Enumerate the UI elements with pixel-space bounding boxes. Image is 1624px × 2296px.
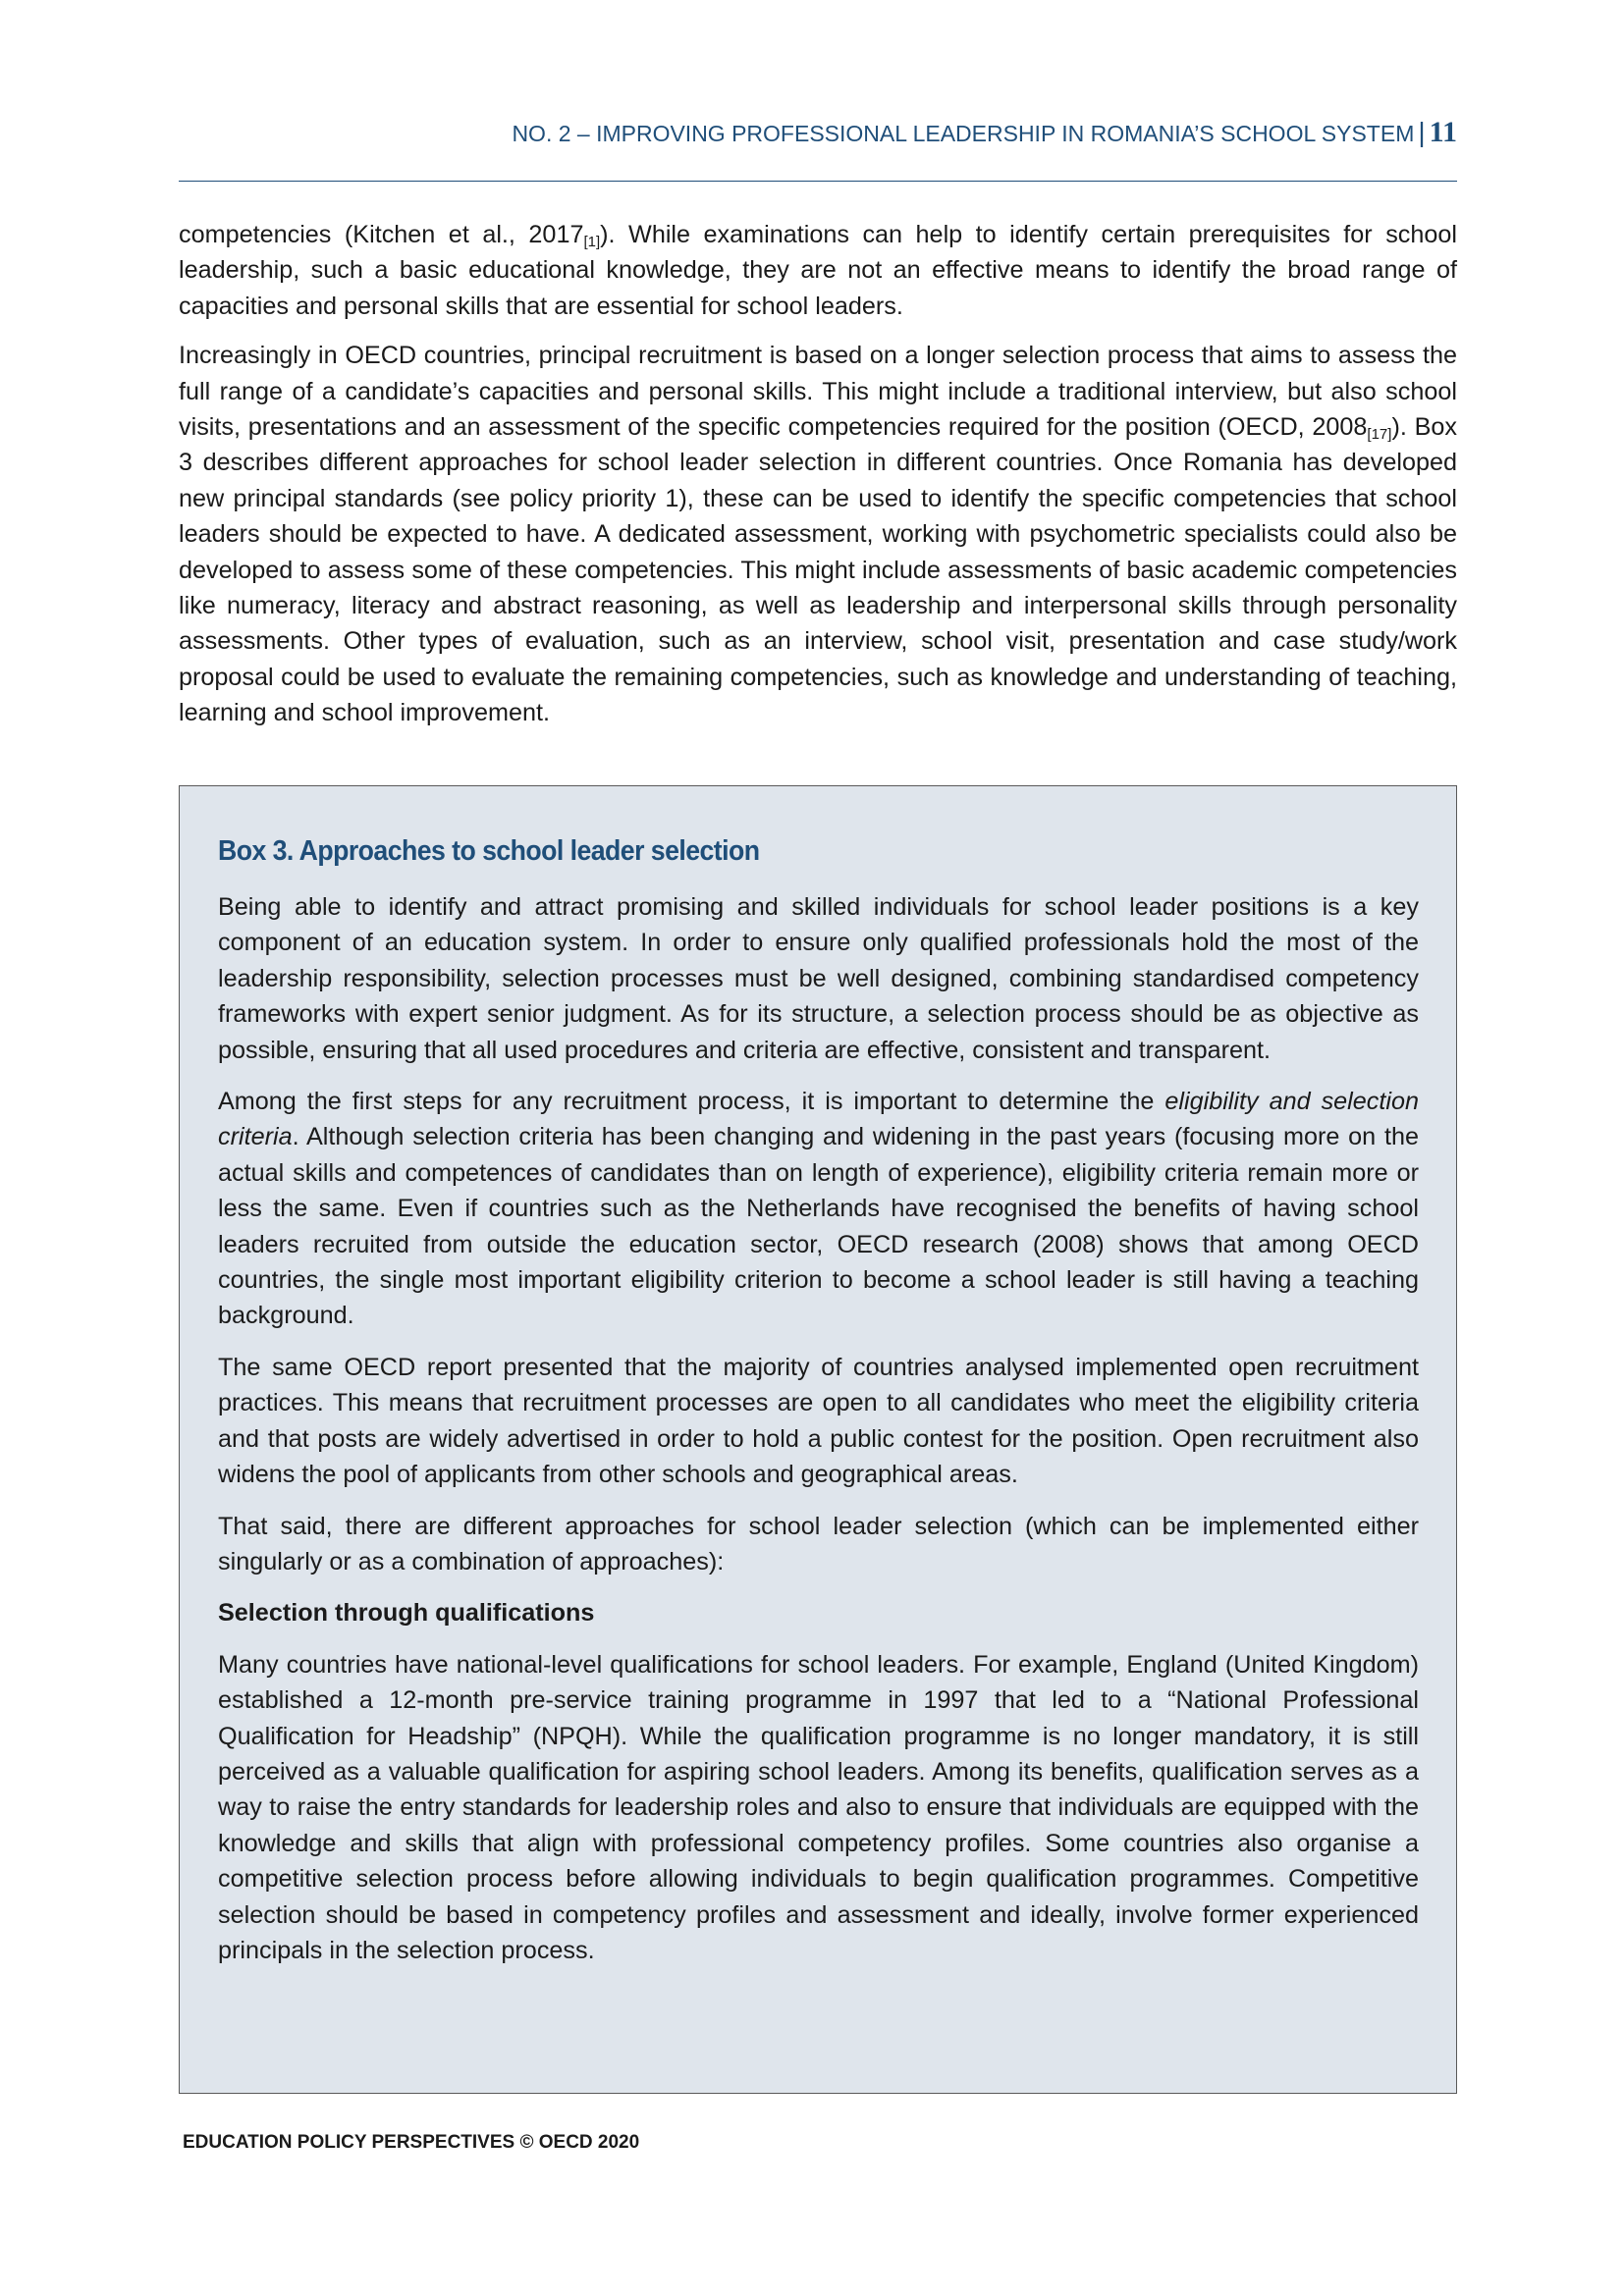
page-number: 11: [1429, 116, 1457, 148]
box-paragraph-4: That said, there are different approaches for school leader selection (which can be implemented either singularly or as a combination of approaches):: [218, 1512, 1419, 1575]
body-paragraph-2: Increasingly in OECD countries, principal recruitment is based on a longer selection process that aims to assess the full range of a candidate’s capacities and personal skills. This might include a traditional interview, but also school visits, presentations and an assessment of the specific competencies required for the position (OECD, $2008_{[17]}$). Box 3 describes different approaches for school leader selection in different countries. Once Romania has developed new principal standards (see policy priority 1), these can be used to identify the specific competencies that school leaders should be expected to have. A dedicated assessment, working with psychometric specialists could also be developed to assess some of these competencies. This might include assessments of basic academic competencies like numeracy, literacy and abstract reasoning, as well as leadership and interpersonal skills through personality assessments. Other types of evaluation, such as an interview, school visit, presentation and case study/work proposal could be used to evaluate the remaining competencies, such as knowledge and understanding of teaching, learning and school improvement.: [179, 342, 1457, 727]
citation-ref: [17]: [1367, 426, 1392, 444]
citation-ref: [1]: [583, 234, 601, 250]
header-separator: |: [1418, 117, 1426, 147]
box-paragraph-3: The same OECD report presented that the majority of countries analysed implemented open recruitment practices. This means that recruitment processes are open to all candidates who meet the eligibility criteria and that posts are widely advertised in order to hold a public contest for the position. Open recruitment also widens the pool of applicants from other schools and geographical areas.: [218, 1353, 1419, 1489]
box-paragraph-1: Being able to identify and attract promising and skilled individuals for school leader positions is a key component of an education system. In order to ensure only qualified professionals hold the most of the leadership responsibility, selection processes must be well designed, combining standardised competency frameworks with expert senior judgment. As for its structure, a selection process should be as objective as possible, ensuring that all used procedures and criteria are effective, consistent and transparent.: [218, 893, 1419, 1064]
main-body: [179, 217, 1457, 745]
box-paragraph-5: Many countries have national-level qualifications for school leaders. For example, England (United Kingdom) established a 12-month pre-service training programme in 1997 that led to a “National Professional Qualification for Headship” (NPQH). While the qualification programme is no longer mandatory, it is still perceived as a valuable qualification for aspiring school leaders. Among its benefits, qualification serves as a way to raise the entry standards for leadership roles and also to ensure that individuals are equipped with the knowledge and skills that align with professional competency profiles. Some countries also organise a competitive selection process before allowing individuals to begin qualification programmes. Competitive selection should be based in competency profiles and assessment and ideally, involve former experienced principals in the selection process.: [218, 1650, 1419, 1964]
running-header: [179, 116, 1457, 150]
emphasis: eligibility and selection criteria: [218, 1088, 1419, 1151]
box-3: [179, 785, 1457, 2094]
body-paragraph-1: competencies (Kitchen et al., $2017_{[1]}$). While examinations can help to identify certain prerequisites for school leadership, such a basic educational knowledge, they are not an effective means to identify the broad range of capacities and personal skills that are essential for school leaders.: [179, 221, 1458, 320]
box-subheading: Selection through qualifications: [218, 1599, 595, 1628]
box-title: Box 3. Approaches to school leader selection: [218, 835, 760, 867]
running-header-title: NO. 2 – IMPROVING PROFESSIONAL LEADERSHIP IN ROMANIA’S SCHOOL SYSTEM: [512, 121, 1415, 146]
header-rule: [179, 181, 1457, 182]
box-paragraph-2: Among the first steps for any recruitment process, it is important to determine the eligibility and selection criteria. Although selection criteria has been changing and widening in the past years (focusing more on the actual skills and competences of candidates than on length of experience), eligibility criteria remain more or less the same. Even if countries such as the Netherlands have recognised the benefits of having school leaders recruited from outside the education sector, OECD research (2008) shows that among OECD countries, the single most important eligibility criterion to become a school leader is still having a teaching background.: [218, 1088, 1419, 1330]
page-footer: EDUCATION POLICY PERSPECTIVES © OECD 2020: [183, 2132, 640, 2153]
